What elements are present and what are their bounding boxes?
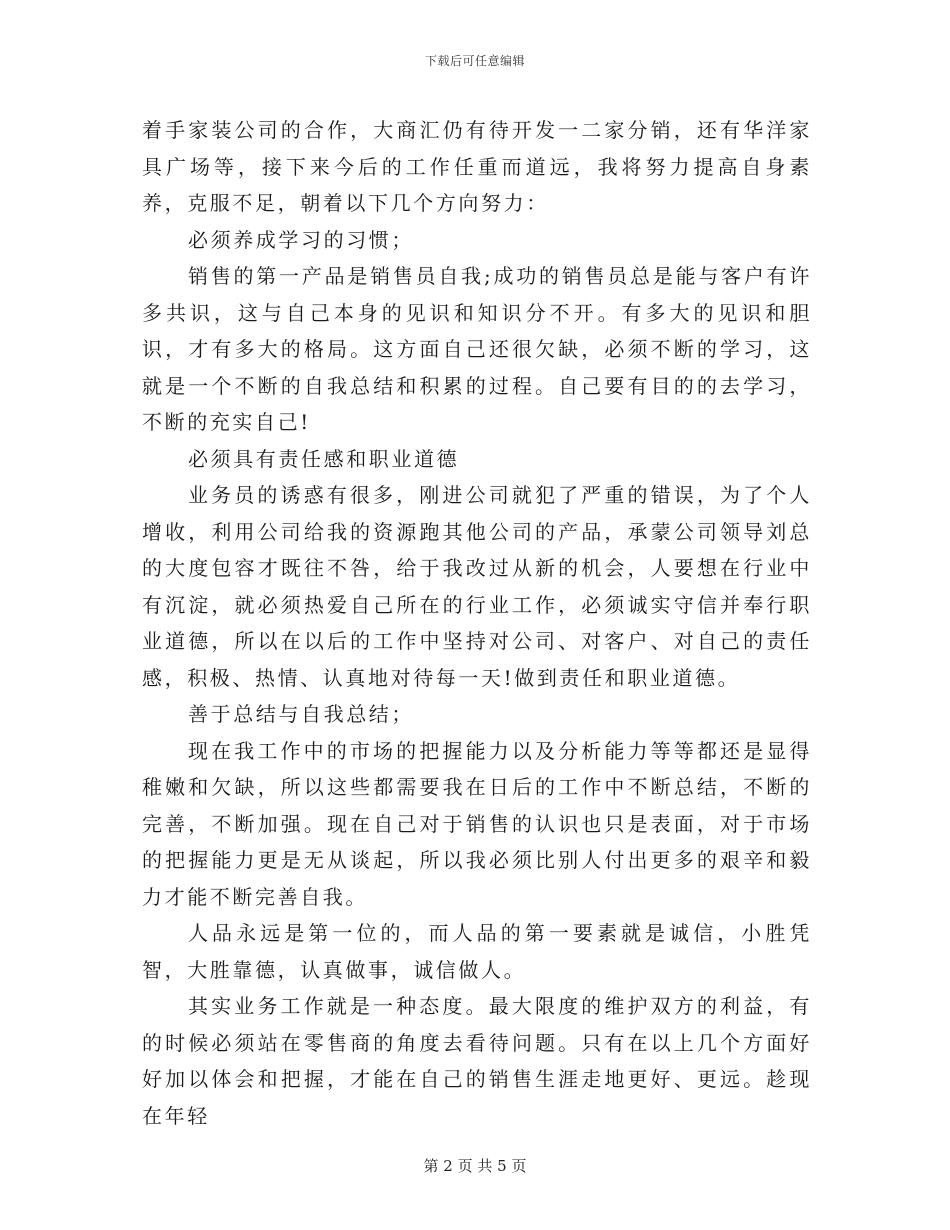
paragraph-8: 人品永远是第一位的，而人品的第一要素就是诚信，小胜凭智，大胜靠德，认真做事，诚信做人。 bbox=[142, 921, 812, 982]
paragraph-7: 现在我工作中的市场的把握能力以及分析能力等等都还是显得稚嫩和欠缺，所以这些都需要我在日后的工作中不断总结，不断的完善，不断加强。现在自己对于销售的认识也只是表面，对于市场的把握能力更是无从谈起，所以我必须比别人付出更多的艰辛和毅力才能不断完善自我。 bbox=[142, 738, 812, 909]
paragraph-5: 业务员的诱惑有很多，刚进公司就犯了严重的错误，为了个人增收，利用公司给我的资源跑其他公司的产品，承蒙公司领导刘总的大度包容才既往不咎，给于我改过从新的机会，人要想在行业中有沉淀，就必须热爱自己所在的行业工作，必须诚实守信并奉行职业道德，所以在以后的工作中坚持对公司、对客户、对自己的责任感，积极、热情、认真地对待每一天!做到责任和职业道德。 bbox=[142, 483, 812, 690]
page-number: 第 2 页 共 5 页 bbox=[423, 1157, 527, 1175]
paragraph-6: 善于总结与自我总结； bbox=[188, 702, 414, 726]
paragraph-1: 着手家装公司的合作，大商汇仍有待开发一二家分销，还有华洋家具广场等，接下来今后的工作任重而道远，我将努力提高自身素养，克服不足，朝着以下几个方向努力： bbox=[142, 118, 812, 215]
paragraph-3: 销售的第一产品是销售员自我;成功的销售员总是能与客户有许多共识，这与自己本身的见识和知识分不开。有多大的见识和胆识，才有多大的格局。这方面自己还很欠缺，必须不断的学习，这就是一个不断的自我总结和积累的过程。自己要有目的的去学习，不断的充实自己! bbox=[142, 264, 812, 434]
paragraph-4: 必须具有责任感和职业道德 bbox=[188, 446, 460, 471]
document-body bbox=[142, 112, 812, 1134]
page-header-note: 下载后可任意编辑 bbox=[424, 54, 525, 68]
paragraph-9: 其实业务工作就是一种态度。最大限度的维护双方的利益，有的时候必须站在零售商的角度去看待问题。只有在以上几个方面好好加以体会和把握，才能在自己的销售生涯走地更好、更远。趁现在年轻 bbox=[142, 994, 812, 1128]
paragraph-2: 必须养成学习的习惯； bbox=[188, 227, 414, 252]
